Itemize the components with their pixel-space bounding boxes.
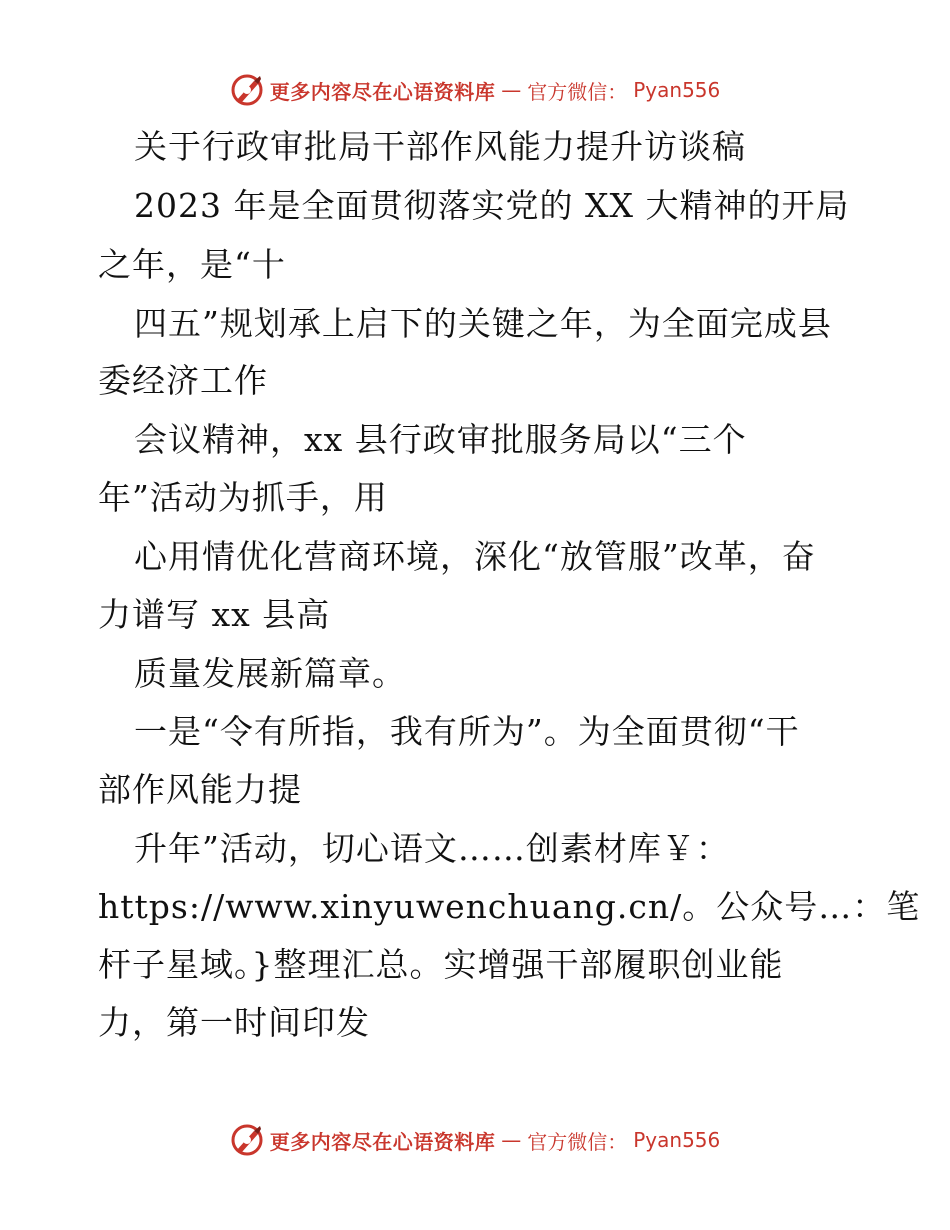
header-brand-text: 更多内容尽在心语资料库 — [269, 79, 496, 104]
footer-official-label: 官方微信： — [527, 1129, 628, 1154]
document-title: 关于行政审批局干部作风能力提升访谈稿 — [134, 127, 746, 166]
footer-banner — [0, 1118, 950, 1162]
quill-pen-logo-icon — [230, 73, 264, 107]
footer-wechat-id: Pyan556 — [633, 1128, 721, 1152]
document-line: 会议精神，xx 县行政审批服务局以“三个 — [134, 420, 747, 459]
document-line: 之年，是“十 — [98, 245, 286, 284]
document-line: 2023 年是全面贯彻落实党的 XX 大精神的开局 — [134, 186, 850, 225]
document-line: 四五”规划承上启下的关键之年，为全面完成县 — [134, 304, 832, 343]
header-separator: — — [501, 78, 522, 102]
document-line: 力，第一时间印发 — [98, 1003, 370, 1042]
header-wechat-id: Pyan556 — [633, 78, 721, 102]
footer-brand-text: 更多内容尽在心语资料库 — [269, 1129, 496, 1154]
header-official-label: 官方微信： — [527, 79, 628, 104]
document-line: 年”活动为抓手，用 — [98, 478, 388, 517]
document-line: 质量发展新篇章。 — [134, 654, 406, 693]
document-line: 心用情优化营商环境，深化“放管服”改革，奋 — [134, 537, 816, 576]
document-line: 杆子星域。}整理汇总。实增强干部履职创业能 — [98, 945, 784, 984]
document-line-url: https://www.xinyuwenchuang.cn/。公众号…：笔 — [98, 887, 921, 926]
document-line: 升年”活动，切心语文……创素材库￥： — [134, 829, 730, 868]
quill-pen-logo-icon — [230, 1123, 264, 1157]
document-line: 部作风能力提 — [98, 770, 302, 809]
document-line: 力谱写 xx 县高 — [98, 595, 331, 634]
footer-separator: — — [501, 1128, 522, 1152]
document-line: 委经济工作 — [98, 361, 268, 400]
header-banner — [0, 68, 950, 112]
document-line: 一是“令有所指，我有所为”。为全面贯彻“干 — [134, 712, 800, 751]
